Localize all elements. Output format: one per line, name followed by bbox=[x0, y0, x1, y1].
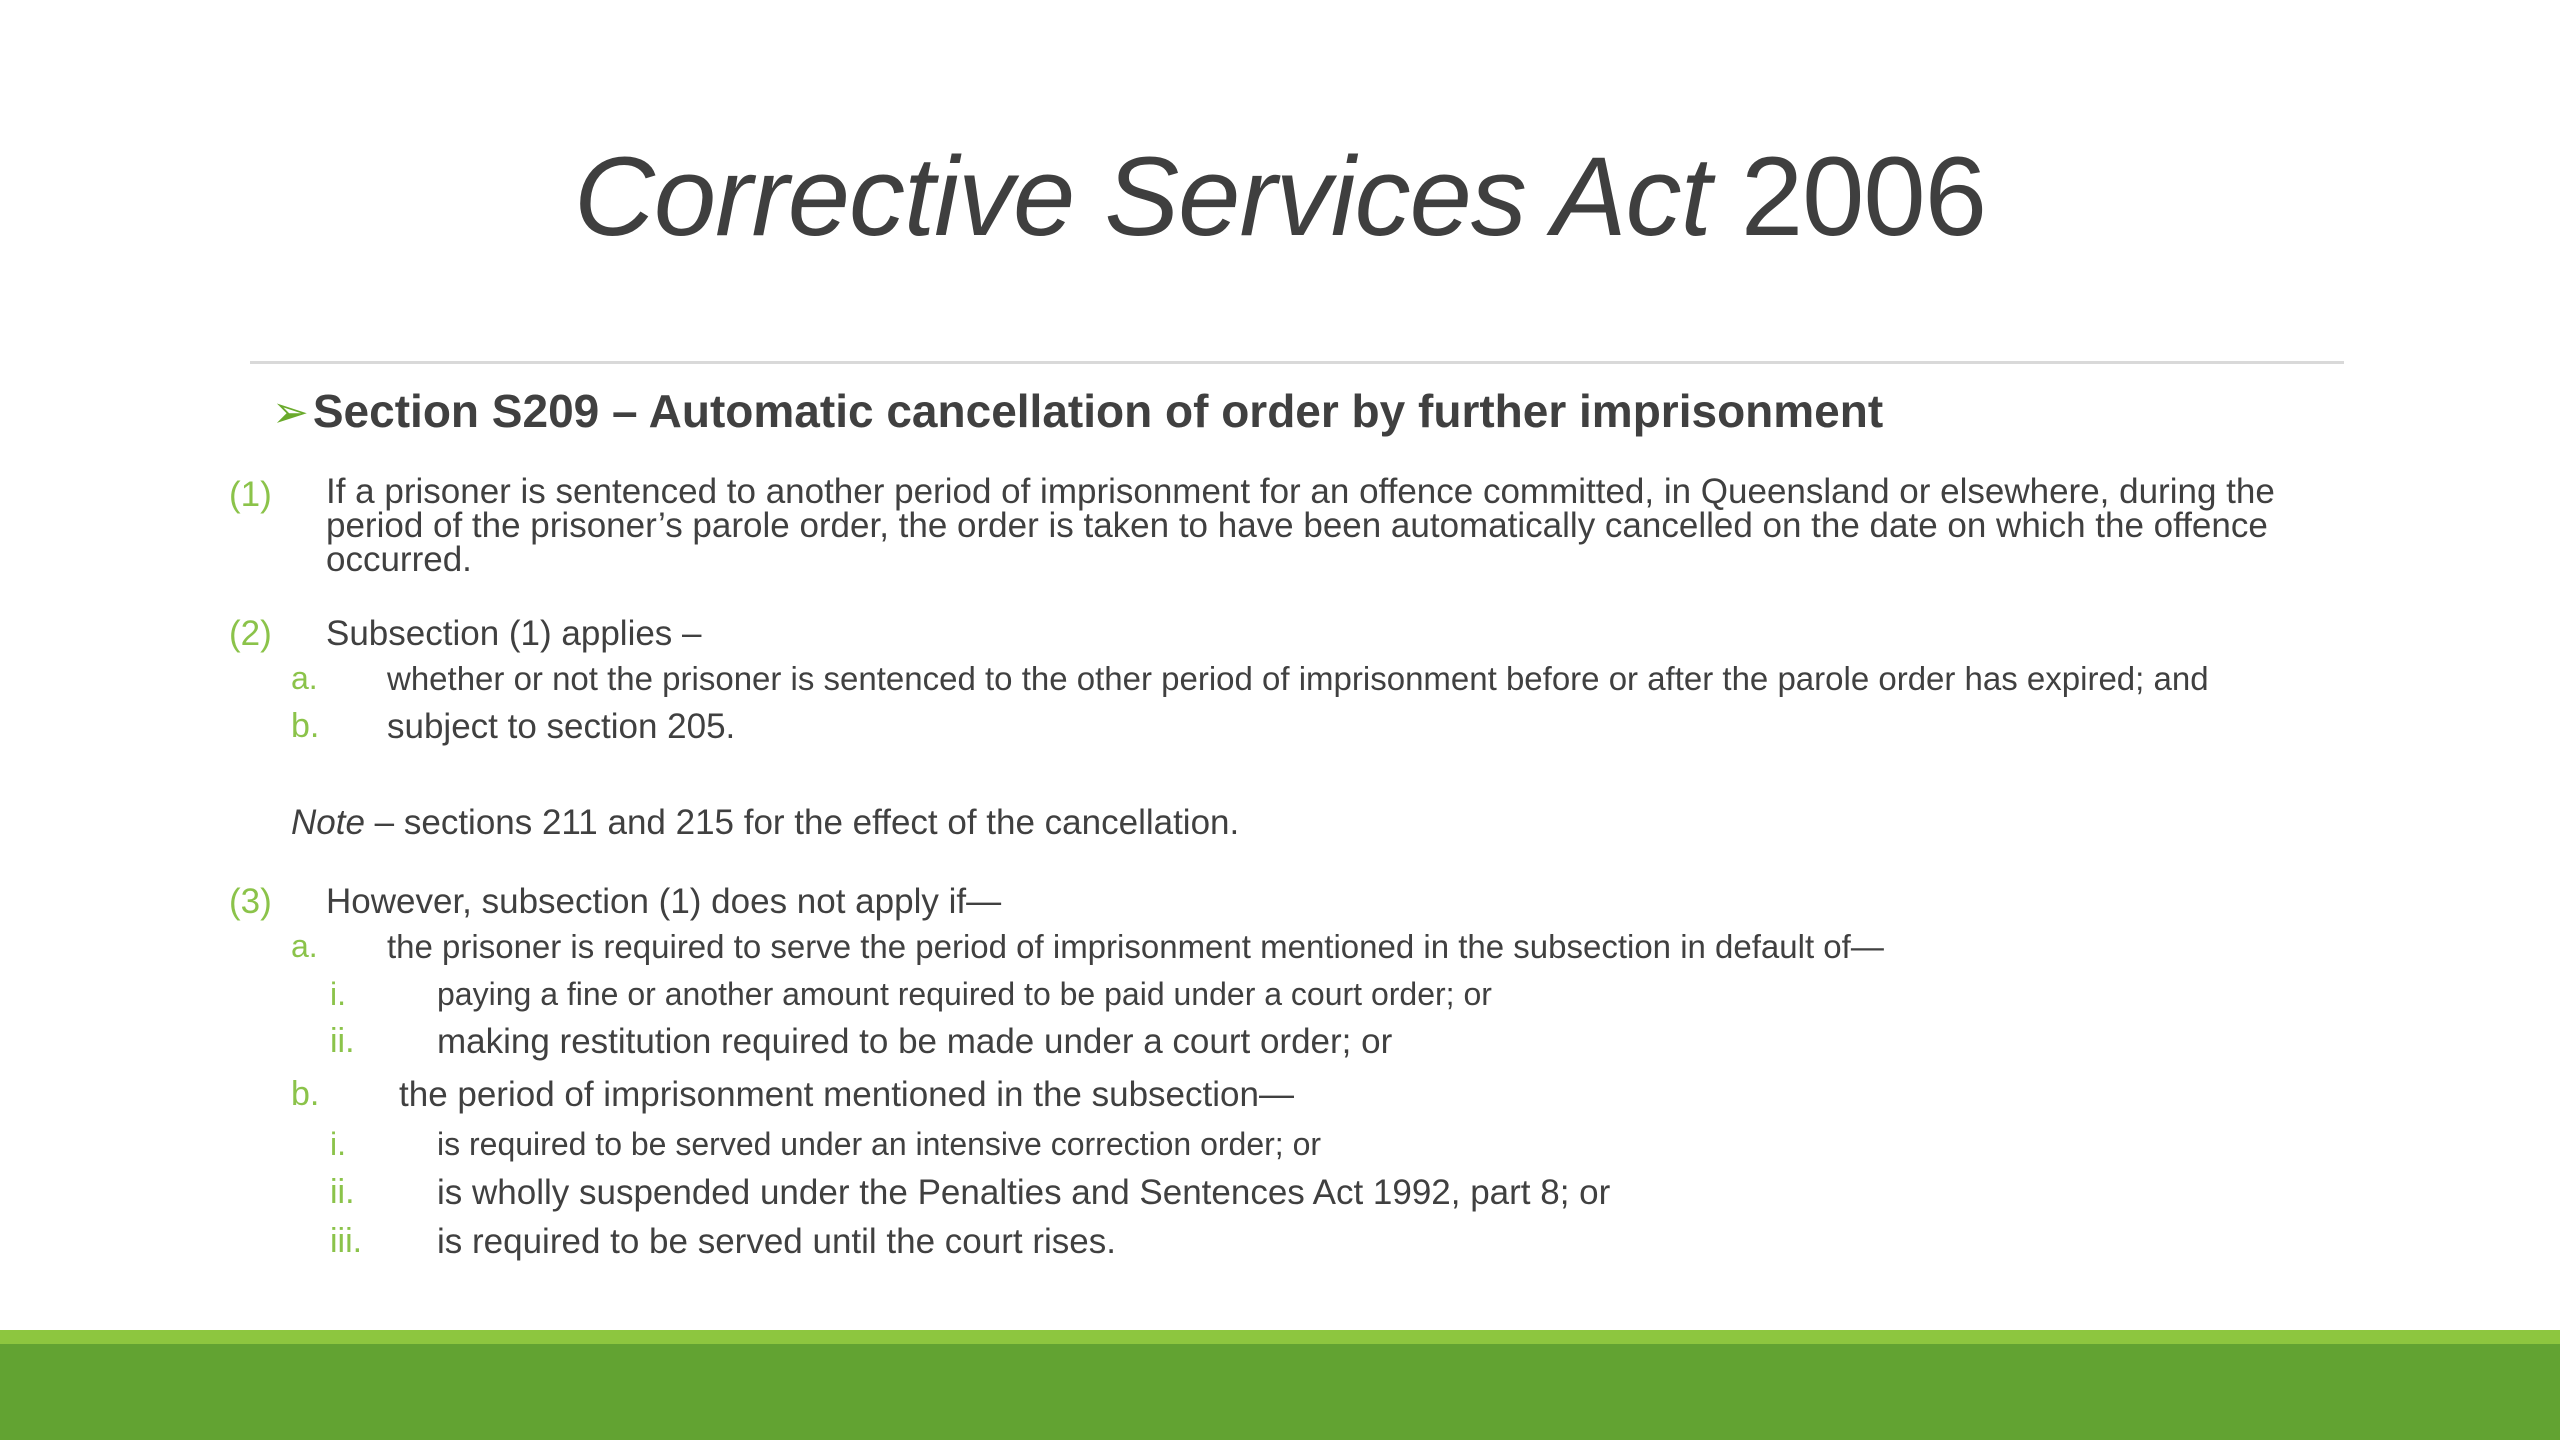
subsection-3b-iii-text: is required to be served until the court rises. bbox=[437, 1222, 1116, 1261]
note-label: Note bbox=[291, 803, 365, 842]
subsection-2b-text: subject to section 205. bbox=[387, 707, 736, 746]
subsection-3a-ii-text: making restitution required to be made under a court order; or bbox=[437, 1022, 1393, 1061]
subsection-1-number: (1) bbox=[229, 475, 272, 514]
section-heading-text: Section S209 – Automatic cancellation of order by further imprisonment bbox=[312, 385, 1884, 437]
subsection-3a-label: a. bbox=[291, 928, 318, 964]
subsection-3b-i-label: i. bbox=[330, 1126, 346, 1162]
subsection-2a-label: a. bbox=[291, 660, 318, 696]
subsection-3a-i-text: paying a fine or another amount required to be paid under a court order; or bbox=[437, 976, 1492, 1012]
footer-bar bbox=[0, 1344, 2560, 1440]
slide-title bbox=[0, 135, 2560, 258]
title-divider bbox=[250, 361, 2344, 364]
subsection-3-text: However, subsection (1) does not apply if— bbox=[326, 882, 1002, 921]
subsection-3-number: (3) bbox=[229, 882, 272, 921]
subsection-1-text: If a prisoner is sentenced to another period of imprisonment for an offence committed, in Queensland or elsewhere, during the period of the prisoner’s parole order, the order is taken to have been automatically cancelled on the date on which the offence occurred. bbox=[326, 472, 2275, 579]
subsection-2-text: Subsection (1) applies – bbox=[326, 614, 702, 653]
subsection-3a-text: the prisoner is required to serve the period of imprisonment mentioned in the subsection in default of— bbox=[387, 928, 1884, 965]
subsection-2-number: (2) bbox=[229, 614, 272, 653]
footer-accent-stripe bbox=[0, 1330, 2560, 1344]
subsection-3a-i-label: i. bbox=[330, 976, 346, 1012]
arrow-bullet-icon: ➢ bbox=[272, 388, 309, 437]
section-heading bbox=[272, 384, 1883, 438]
note-text: – sections 211 and 215 for the effect of the cancellation. bbox=[364, 803, 1240, 842]
subsection-3b-ii-text: is wholly suspended under the Penalties and Sentences Act 1992, part 8; or bbox=[437, 1173, 1611, 1212]
subsection-2a-text: whether or not the prisoner is sentenced to the other period of imprisonment before or after the parole order has expired; and bbox=[387, 660, 2209, 697]
subsection-3a-ii-label: ii. bbox=[330, 1022, 355, 1060]
note bbox=[291, 803, 1239, 843]
subsection-3b-iii-label: iii. bbox=[330, 1222, 363, 1260]
title-act-name: Corrective Services Act bbox=[574, 134, 1711, 259]
subsection-3b-label: b. bbox=[291, 1075, 320, 1113]
subsection-2b-label: b. bbox=[291, 707, 320, 745]
subsection-3b-i-text: is required to be served under an intensive correction order; or bbox=[437, 1126, 1322, 1162]
subsection-3b-ii-label: ii. bbox=[330, 1173, 355, 1211]
subsection-3b-text: the period of imprisonment mentioned in the subsection— bbox=[399, 1075, 1294, 1114]
title-year: 2006 bbox=[1740, 134, 1986, 259]
